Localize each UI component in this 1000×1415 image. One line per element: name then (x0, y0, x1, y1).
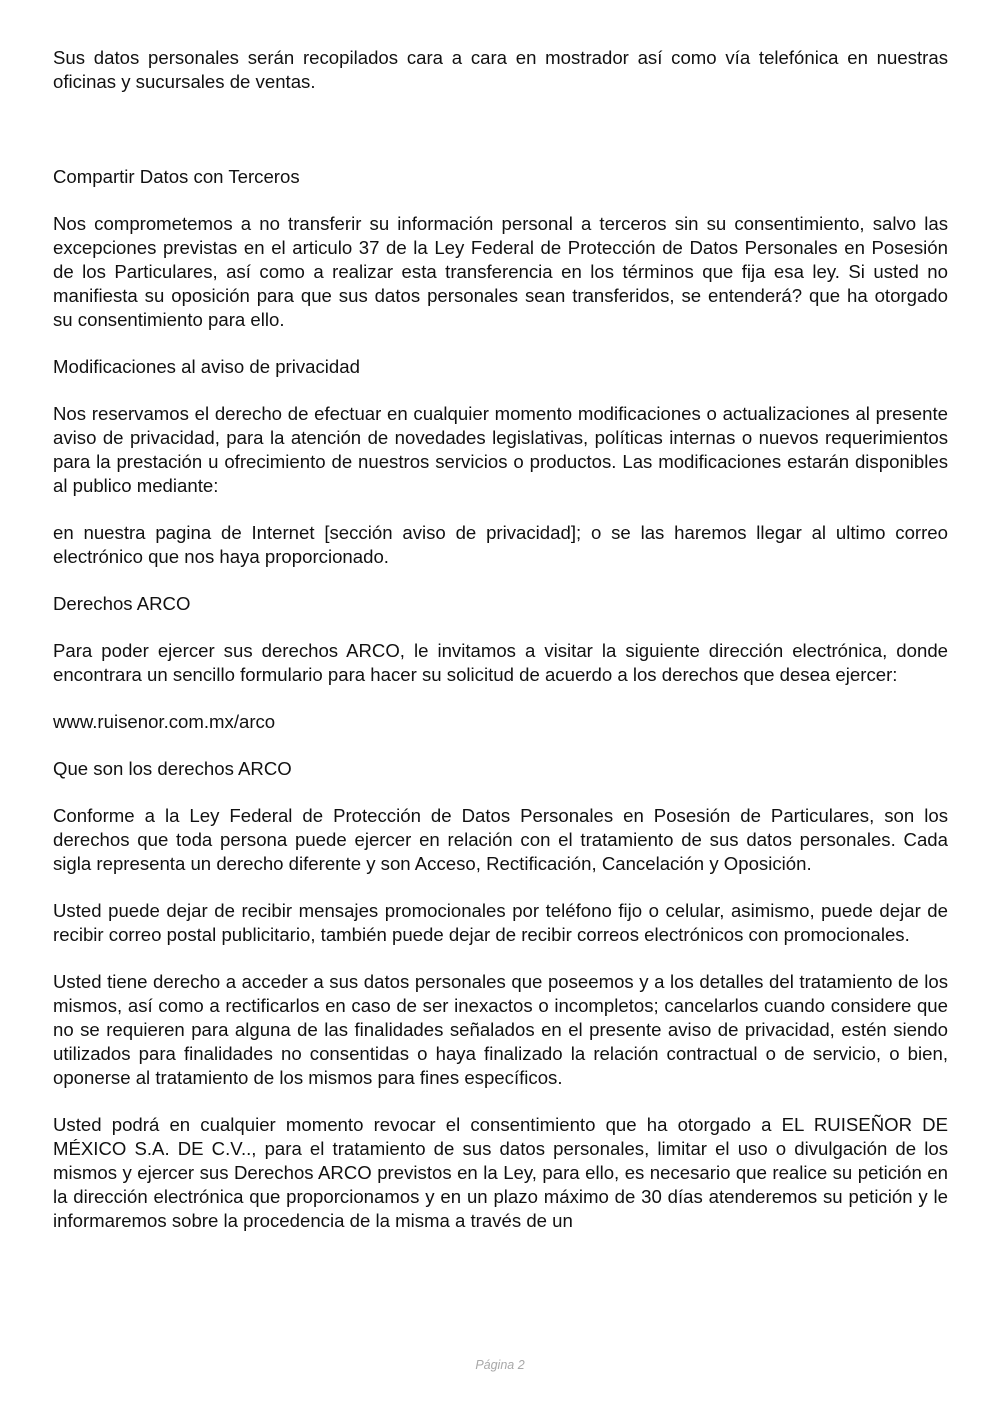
spacer (53, 1090, 948, 1113)
spacer (53, 687, 948, 710)
spacer (53, 616, 948, 639)
spacer (53, 781, 948, 804)
page-number: Página 2 (475, 1358, 525, 1372)
paragraph-data-collection: Sus datos personales serán recopilados cara a cara en mostrador así como vía telefónica en nuestras oficinas y sucursales de ventas. (53, 47, 948, 92)
paragraph-revoke-consent: Usted podrá en cualquier momento revocar el consentimiento que ha otorgado a EL RUISEÑOR DE MÉXICO S.A. DE C.V.., para el tratamiento de sus datos personales, limitar el uso o divulgación de los mismos y ejercer sus Derechos ARCO previstos en la Ley, para ello, es necesario que realice su petición en la dirección electrónica que proporcionamos y en un plazo máximo de 30 días atenderemos su petición y le informaremos sobre la procedencia de la misma a través de un (53, 1114, 948, 1231)
spacer (53, 379, 948, 402)
heading-share-third-parties: Compartir Datos con Terceros (53, 166, 300, 187)
paragraph-privacy-changes: Nos reservamos el derecho de efectuar en cualquier momento modificaciones o actualizaciones al presente aviso de privacidad, para la atención de novedades legislativas, políticas internas o nuevos requerimientos para la prestación u ofrecimiento de nuestros servicios o productos. Las modificaciones estarán disponibles al publico mediante: (53, 403, 948, 496)
heading-what-are-arco: Que son los derechos ARCO (53, 758, 292, 779)
arco-url: www.ruisenor.com.mx/arco (53, 711, 276, 732)
spacer (53, 947, 948, 970)
spacer (53, 189, 948, 212)
paragraph-share-third-parties: Nos comprometemos a no transferir su información personal a terceros sin su consentimiento, salvo las excepciones previstas en el articulo 37 de la Ley Federal de Protección de Datos Personales en Posesión de los Particulares, así como a realizar esta transferencia en los términos que fija esa ley. Si usted no manifiesta su oposición para que sus datos personales sean transferidos, se entenderá? que ha otorgado su consentimiento para ello. (53, 213, 948, 330)
spacer (53, 332, 948, 355)
paragraph-internet-notice: en nuestra pagina de Internet [sección aviso de privacidad]; o se las haremos llegar al ultimo correo electrónico que nos haya proporcionado. (53, 522, 948, 567)
heading-privacy-changes: Modificaciones al aviso de privacidad (53, 356, 360, 377)
spacer (53, 734, 948, 757)
paragraph-arco-rights: Para poder ejercer sus derechos ARCO, le invitamos a visitar la siguiente dirección electrónica, donde encontrara un sencillo formulario para hacer su solicitud de acuerdo a los derechos que desea ejercer: (53, 640, 948, 685)
heading-arco-rights: Derechos ARCO (53, 593, 191, 614)
paragraph-arco-definition: Conforme a la Ley Federal de Protección de Datos Personales en Posesión de Particulares, son los derechos que toda persona puede ejercer en relación con el tratamiento de sus datos personales. Cada sigla representa un derecho diferente y son Acceso, Rectificación, Cancelación y Oposición. (53, 805, 948, 874)
spacer (53, 94, 948, 165)
paragraph-promotional-opt-out: Usted puede dejar de recibir mensajes promocionales por teléfono fijo o celular, asimismo, puede dejar de recibir correo postal publicitario, también puede dejar de recibir correos electrónicos con promocionales. (53, 900, 948, 945)
spacer (53, 569, 948, 592)
spacer (53, 876, 948, 899)
document-page (53, 46, 948, 1233)
paragraph-access-rights: Usted tiene derecho a acceder a sus datos personales que poseemos y a los detalles del tratamiento de los mismos, así como a rectificarlos en caso de ser inexactos o incompletos; cancelarlos cuando considere que no se requieren para alguna de las finalidades señalados en el presente aviso de privacidad, estén siendo utilizados para finalidades no consentidas o haya finalizado la relación contractual o de servicio, o bien, oponerse al tratamiento de los mismos para fines específicos. (53, 971, 948, 1088)
spacer (53, 498, 948, 521)
